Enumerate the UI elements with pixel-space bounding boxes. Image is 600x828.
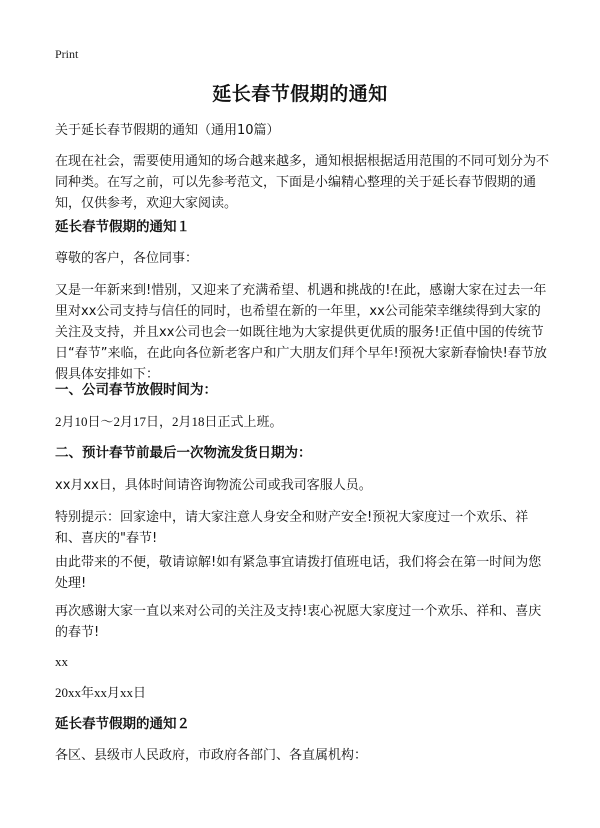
item-2-heading: 二、预计春节前最后一次物流发货日期为： <box>55 445 312 461</box>
section-2-heading: 延长春节假期的通知２ <box>55 716 190 732</box>
item-1-heading: 一、公司春节放假时间为： <box>55 382 217 398</box>
document-subtitle: 关于延长春节假期的通知（通用10篇） <box>55 123 280 138</box>
signature-date: 20xx年xx月xx日 <box>55 685 147 700</box>
section-1-greeting: 尊敬的客户，各位同事： <box>55 251 199 266</box>
section-2-greeting: 各区、县级市人民政府，市政府各部门、各直属机构： <box>55 748 368 763</box>
item-2-text: xx月xx日，具体时间请咨询物流公司或我司客服人员。 <box>55 478 372 493</box>
intro-paragraph: 在现在社会，需要使用通知的场合越来越多，通知根据根据适用范围的不同可划分为不同种类。在写之前，可以先参考范文，下面是小编精心整理的关于延长春节假期的通知，仅供参考，欢迎大家阅读。 <box>55 154 550 211</box>
section-1-heading: 延长春节假期的通知１ <box>55 219 190 235</box>
signature: xx <box>55 654 68 669</box>
item-1-text: 2月10日～2月17日，2月18日正式上班。 <box>55 414 283 429</box>
apology-paragraph: 由此带来的不便，敬请谅解!如有紧急事宜请拨打值班电话，我们将会在第一时间为您处理! <box>55 555 542 591</box>
print-link[interactable]: Print <box>55 47 79 61</box>
section-1-body: 又是一年新来到!惜别，又迎来了充满希望、机遇和挑战的!在此，感谢大家在过去一年里对xx公司支持与信任的同时，也希望在新的一年里，xx公司能荣幸继续得到大家的关注及支持，并且xx公司也会一如既往地为大家提供更优质的服务!正值中国的传统节日“春节”来临，在此向各位新老客户和广大朋友们拜个早年!预祝大家新春愉快!春节放假具体安排如下： <box>55 283 547 382</box>
thanks-paragraph: 再次感谢大家一直以来对公司的关注及支持!衷心祝愿大家度过一个欢乐、祥和、喜庆的春节! <box>55 604 542 640</box>
special-tip-paragraph: 特别提示：回家途中，请大家注意人身安全和财产安全!预祝大家度过一个欢乐、祥和、喜庆的"春节! <box>55 510 529 546</box>
document-title: 延长春节假期的通知 <box>212 83 388 105</box>
